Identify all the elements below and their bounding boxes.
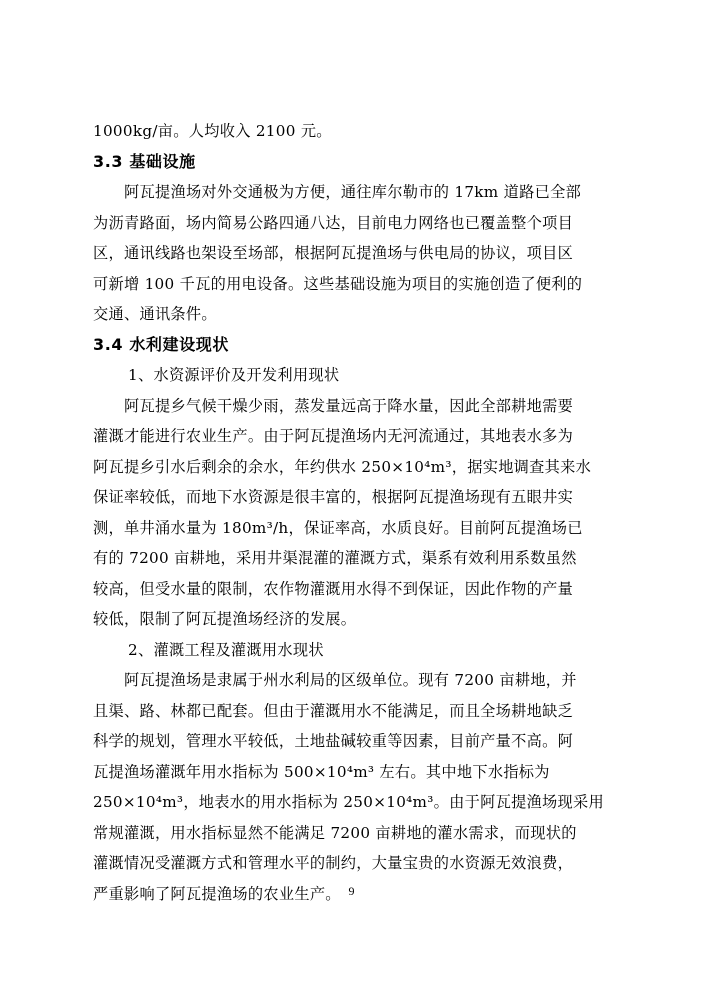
document-body <box>93 116 613 909</box>
section-heading-3-3: 3.3 基础设施 <box>93 151 196 171</box>
body-line: 可新增 100 千瓦的用电设备。这些基础设施为项目的实施创造了便利的 <box>93 274 583 293</box>
body-line: 灌溉才能进行农业生产。由于阿瓦提渔场内无河流通过，其地表水多为 <box>93 427 574 445</box>
body-line: 测，单井涌水量为 180m³/h，保证率高，水质良好。目前阿瓦提渔场已 <box>93 518 583 537</box>
body-line: 250×10⁴m³，地表水的用水指标为 250×10⁴m³。由于阿瓦提渔场现采用 <box>93 793 604 811</box>
body-line: 严重影响了阿瓦提渔场的农业生产。 <box>93 884 341 903</box>
body-line: 保证率较低，而地下水资源是很丰富的，根据阿瓦提渔场现有五眼井实 <box>93 488 574 506</box>
body-line: 阿瓦提乡气候干燥少雨，蒸发量远高于降水量，因此全部耕地需要 <box>124 396 574 415</box>
body-line: 有的 7200 亩耕地，采用井渠混灌的灌溉方式，渠系有效利用系数虽然 <box>93 549 577 567</box>
body-line: 交通、通讯条件。 <box>93 305 217 323</box>
subsection-heading-2: 2、灌溉工程及灌溉用水现状 <box>128 640 324 659</box>
body-line: 区，通讯线路也架设至场部，根据阿瓦提渔场与供电局的协议，项目区 <box>93 244 574 262</box>
body-line: 灌溉情况受灌溉方式和管理水平的制约，大量宝贵的水资源无效浪费， <box>93 854 574 872</box>
body-line: 且渠、路、林都已配套。但由于灌溉用水不能满足，而且全场耕地缺乏 <box>93 701 574 720</box>
body-line: 为沥青路面，场内简易公路四通八达，目前电力网络也已覆盖整个项目 <box>93 213 574 232</box>
body-line: 阿瓦提渔场对外交通极为方便，通往库尔勒市的 17km 道路已全部 <box>124 183 582 201</box>
body-line: 1000kg/亩。人均收入 2100 元。 <box>93 122 332 140</box>
body-line: 阿瓦提乡引水后剩余的余水，年约供水 250×10⁴m³，据实地调查其来水 <box>93 457 592 476</box>
section-heading-3-4: 3.4 水利建设现状 <box>93 334 229 354</box>
body-line: 瓦提渔场灌溉年用水指标为 500×10⁴m³ 左右。其中地下水指标为 <box>93 762 550 781</box>
body-line: 常规灌溉，用水指标显然不能满足 7200 亩耕地的灌水需求，而现状的 <box>93 823 577 842</box>
body-line: 科学的规划，管理水平较低，土地盐碱较重等因素，目前产量不高。阿 <box>93 732 574 750</box>
body-line: 较低，限制了阿瓦提渔场经济的发展。 <box>93 610 357 628</box>
subsection-heading-1: 1、水资源评价及开发利用现状 <box>128 366 340 384</box>
body-line: 阿瓦提渔场是隶属于州水利局的区级单位。现有 7200 亩耕地，并 <box>124 671 577 689</box>
page-number: 9 <box>348 884 355 898</box>
body-line: 较高，但受水量的限制，农作物灌溉用水得不到保证，因此作物的产量 <box>93 579 574 598</box>
